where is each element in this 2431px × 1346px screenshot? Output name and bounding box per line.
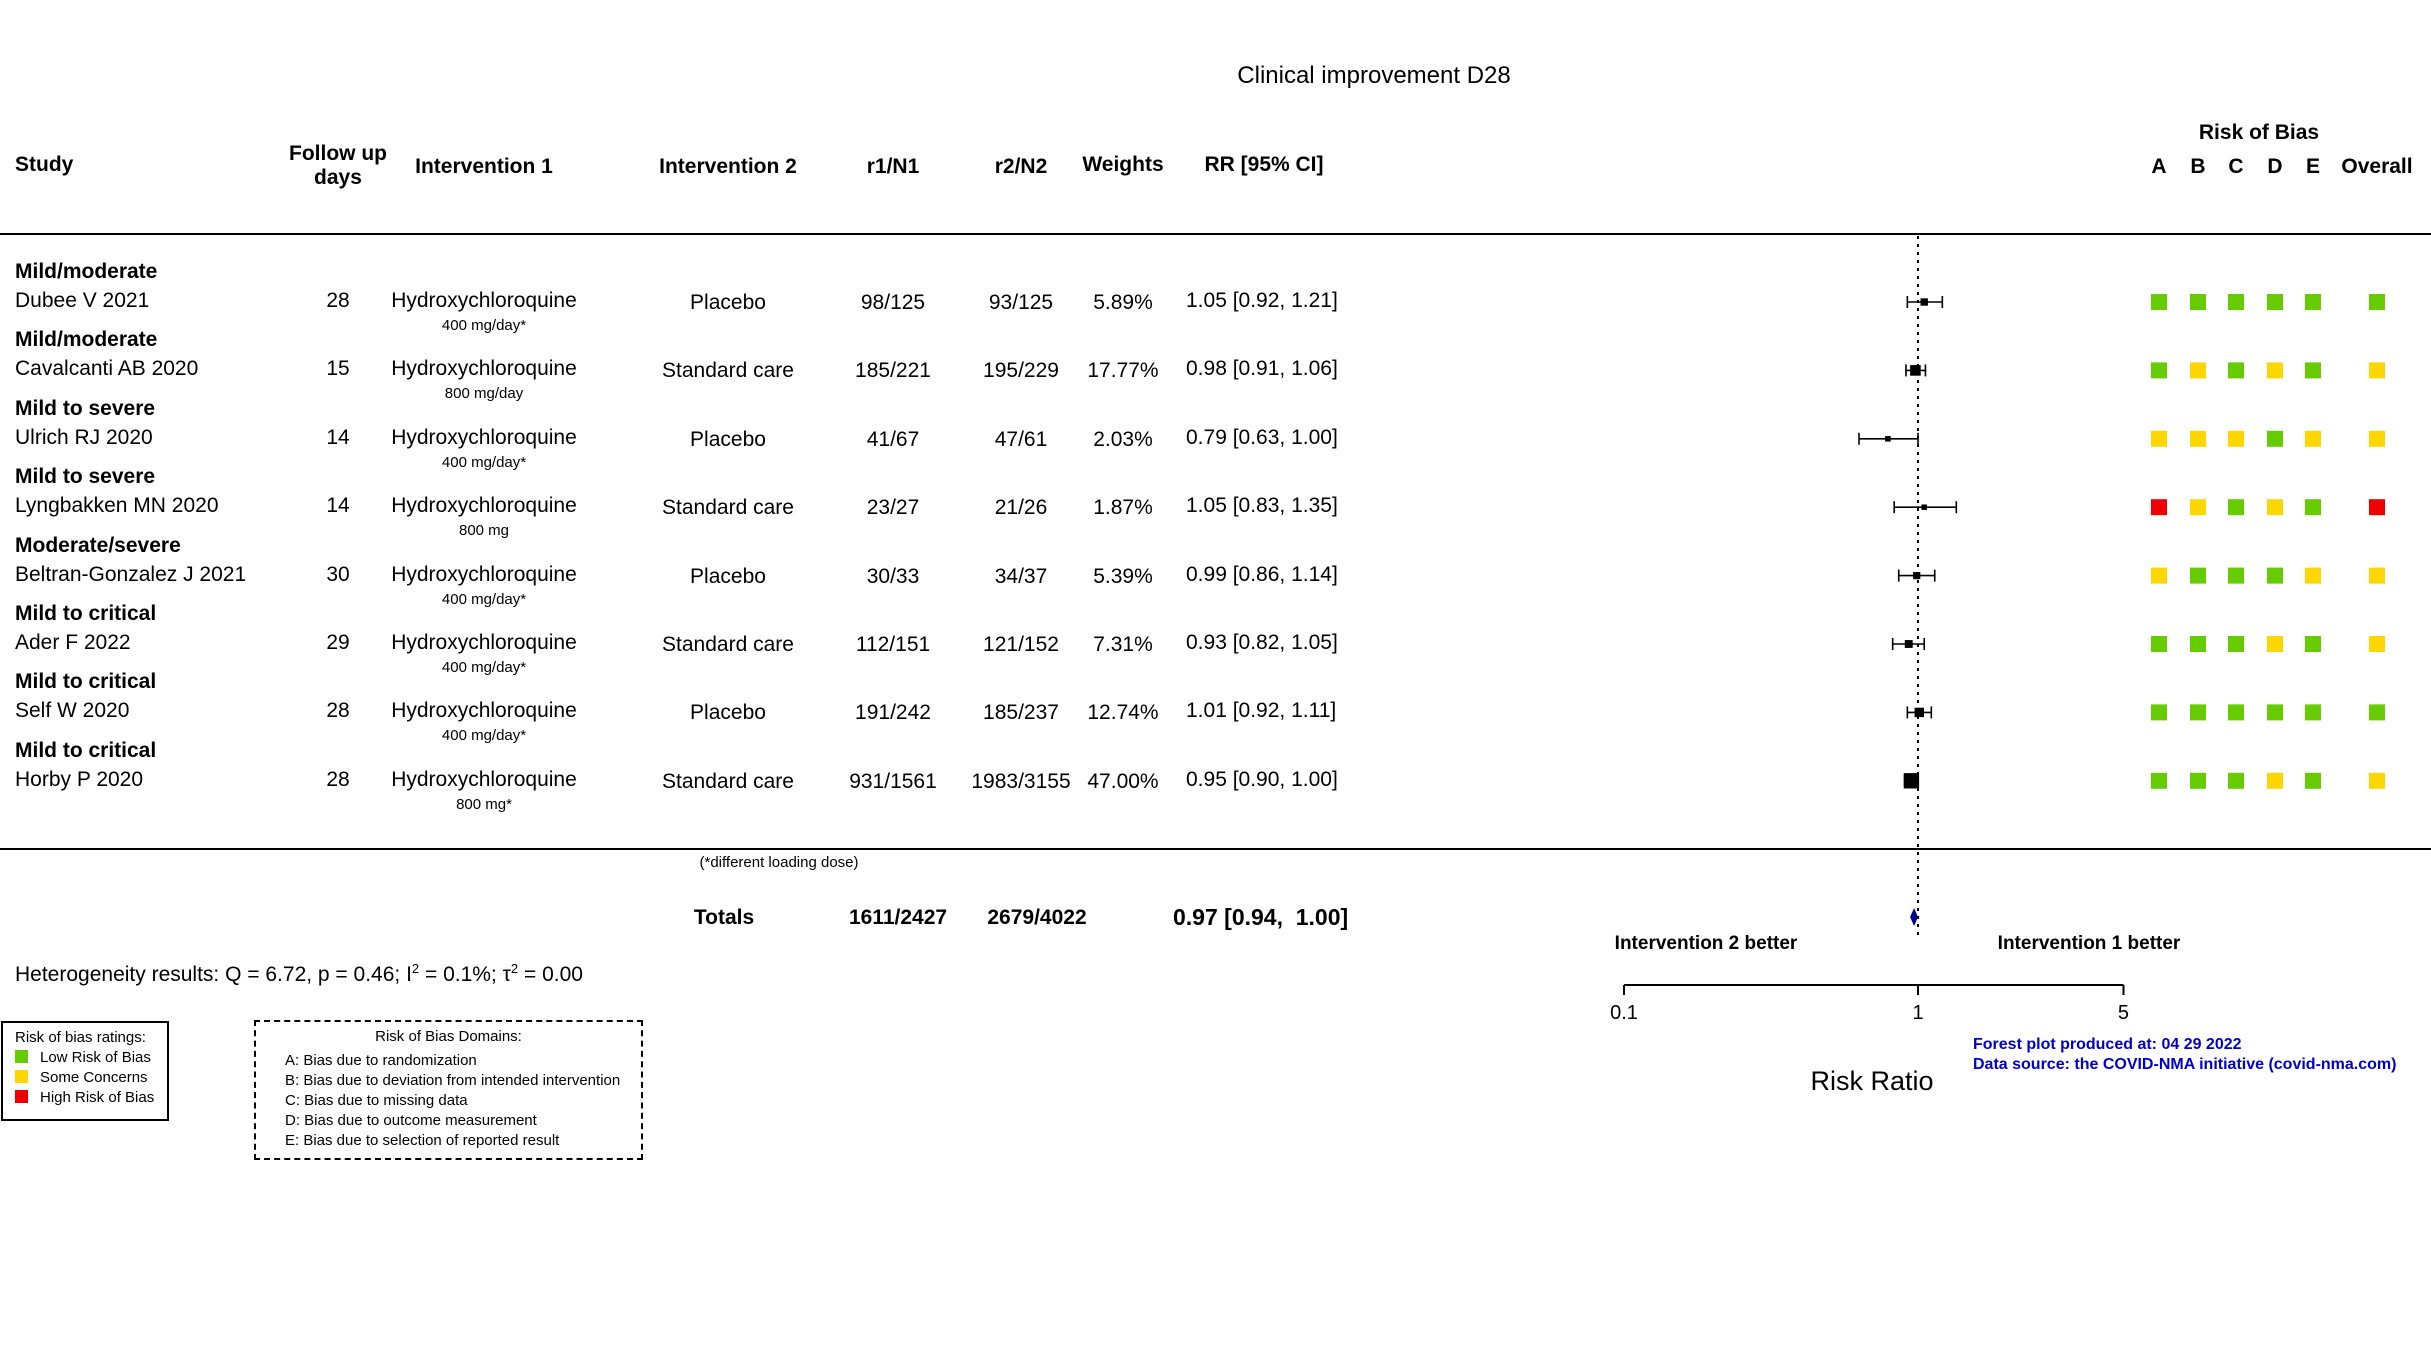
rob-square-a [2151, 568, 2167, 584]
rob-square-d [2267, 499, 2283, 515]
r1n1: 191/242 [855, 701, 931, 725]
subgroup-label: Mild to critical [15, 602, 157, 625]
header-rob-overall: Overall [2341, 155, 2413, 178]
rob-square-c [2228, 499, 2244, 515]
x-tick-label: 1 [1912, 1002, 1924, 1024]
header-follow-up [289, 142, 387, 190]
rob-square-b [2190, 773, 2206, 789]
follow-up-days: 28 [326, 767, 350, 791]
follow-up-days: 29 [326, 631, 350, 654]
header-follow-up-line2: days [314, 166, 362, 189]
x-tick-label: 5 [2117, 1002, 2130, 1024]
intervention2: Standard care [662, 496, 794, 520]
rob-square-overall [2369, 431, 2385, 447]
intervention1: Hydroxychloroquine [391, 357, 577, 381]
intervention2: Placebo [690, 427, 766, 451]
footnote: (*different loading dose) [699, 854, 859, 871]
legend-item-low [15, 1049, 151, 1066]
rr-ci-text: 0.95 [0.90, 1.00] [1186, 767, 1338, 791]
rob-square-e [2305, 704, 2321, 720]
rob-square-d [2267, 431, 2283, 447]
r1n1: 931/1561 [849, 769, 937, 793]
rob-square-e [2305, 362, 2321, 378]
domain-b: B: Bias due to deviation from intended intervention [285, 1072, 621, 1089]
legend-label-high: High Risk of Bias [40, 1089, 155, 1106]
rob-square-e [2305, 431, 2321, 447]
x-axis-title: Risk Ratio [1810, 1066, 1934, 1096]
r2n2: 1983/3155 [971, 769, 1071, 793]
legend-item-some [15, 1069, 148, 1086]
rob-square-a [2151, 362, 2167, 378]
rob-square-overall [2369, 294, 2385, 310]
r1n1: 30/33 [866, 564, 920, 588]
heterogeneity [15, 961, 583, 987]
rob-square-overall [2369, 568, 2385, 584]
subgroup-label: Mild to critical [15, 670, 157, 694]
rob-square-c [2228, 704, 2244, 720]
dose: 400 mg/day* [441, 317, 527, 334]
study-name: Beltran-Gonzalez J 2021 [15, 562, 247, 586]
rob-square-a [2151, 431, 2167, 447]
subgroup-label: Mild to critical [15, 738, 157, 762]
dose: 800 mg/day [444, 385, 524, 403]
intervention2: Placebo [690, 701, 766, 725]
dose: 800 mg [458, 522, 510, 540]
dose: 800 mg* [456, 795, 512, 813]
high-swatch [15, 1090, 28, 1103]
rob-ratings-legend [1, 1021, 169, 1121]
intervention1: Hydroxychloroquine [391, 767, 577, 791]
rob-square-c [2228, 773, 2244, 789]
totals-r2n2: 2679/4022 [987, 906, 1087, 929]
intervention2: Standard care [662, 633, 794, 656]
rob-square-overall [2369, 704, 2385, 720]
domain-c: C: Bias due to missing data [285, 1092, 468, 1109]
follow-up-days: 30 [326, 562, 350, 586]
r2n2: 195/229 [983, 359, 1059, 383]
dose: 400 mg/day* [441, 727, 527, 745]
rob-square-a [2151, 294, 2167, 310]
r2n2: 34/37 [994, 564, 1048, 588]
domain-e: E: Bias due to selection of reported result [285, 1132, 560, 1149]
intervention2: Placebo [690, 564, 766, 588]
r1n1: 185/221 [855, 359, 931, 383]
header-rob-title: Risk of Bias [2198, 121, 2320, 144]
credits-source: Data source: the COVID-NMA initiative (covid-nma.com) [1973, 1056, 2397, 1073]
intervention1: Hydroxychloroquine [391, 494, 577, 518]
rob-square-overall [2369, 499, 2385, 515]
rob-square-c [2228, 636, 2244, 652]
domain-d: D: Bias due to outcome measurement [285, 1112, 537, 1129]
dose: 400 mg/day* [441, 659, 527, 676]
point-estimate [1904, 773, 1919, 788]
rob-square-c [2228, 431, 2244, 447]
rr-ci-text: 0.79 [0.63, 1.00] [1186, 425, 1338, 449]
credits-produced: Forest plot produced at: 04 29 2022 [1973, 1036, 2242, 1053]
rob-square-e [2305, 568, 2321, 584]
study-name: Horby P 2020 [15, 767, 144, 791]
intervention1: Hydroxychloroquine [391, 631, 577, 654]
heterogeneity-mid: = 0.1%; τ [419, 963, 511, 986]
rr-ci-text: 0.98 [0.91, 1.06] [1186, 357, 1338, 381]
r1n1: 98/125 [860, 291, 926, 314]
rob-square-b [2190, 499, 2206, 515]
subgroup-label: Moderate/severe [15, 533, 181, 557]
legend-label-low: Low Risk of Bias [40, 1049, 151, 1066]
rob-square-c [2228, 362, 2244, 378]
r2n2: 21/26 [994, 496, 1048, 520]
header-r2n2: r2/N2 [994, 155, 1048, 178]
rob-domains-legend [254, 1020, 643, 1160]
r2n2: 121/152 [983, 633, 1059, 656]
rob-square-a [2151, 773, 2167, 789]
rob-square-d [2267, 362, 2283, 378]
rob-square-d [2267, 294, 2283, 310]
dose: 400 mg/day* [441, 590, 527, 608]
study-name: Cavalcanti AB 2020 [15, 357, 199, 381]
rr-ci-text: 1.05 [0.92, 1.21] [1186, 289, 1338, 312]
subgroup-label: Mild to severe [15, 465, 156, 489]
header-intervention2: Intervention 2 [659, 155, 797, 178]
point-estimate [1905, 640, 1913, 648]
footer-rule [0, 848, 2431, 850]
study-name: Ulrich RJ 2020 [15, 425, 153, 449]
low-swatch [15, 1050, 28, 1063]
rr-ci-text: 0.93 [0.82, 1.05] [1186, 631, 1338, 654]
point-estimate [1910, 365, 1921, 376]
rob-square-b [2190, 294, 2206, 310]
rob-ratings-title: Risk of bias ratings: [15, 1029, 146, 1046]
intervention1: Hydroxychloroquine [391, 289, 577, 312]
r1n1: 112/151 [855, 633, 931, 656]
rr-ci-text: 1.01 [0.92, 1.11] [1186, 699, 1337, 723]
totals-rr: 0.97 [0.94, 1.00] [1173, 904, 1349, 930]
study-name: Lyngbakken MN 2020 [15, 494, 219, 518]
r2n2: 185/237 [983, 701, 1059, 725]
header-weights: Weights [1082, 153, 1164, 176]
weight: 2.03% [1093, 427, 1153, 451]
totals-label: Totals [693, 906, 755, 929]
rob-square-e [2305, 773, 2321, 789]
point-estimate [1921, 504, 1926, 509]
r1n1: 41/67 [866, 427, 920, 451]
totals-r1n1: 1611/2427 [848, 906, 948, 929]
subgroup-label: Mild/moderate [15, 328, 158, 352]
weight: 12.74% [1087, 701, 1159, 725]
subgroup-label: Mild to severe [15, 396, 156, 420]
rob-domains-title: Risk of Bias Domains: [375, 1028, 522, 1045]
tau-superscript: 2 [510, 961, 519, 976]
header-rob-a: A [2151, 155, 2167, 178]
rr-ci-text: 1.05 [0.83, 1.35] [1186, 494, 1338, 518]
weight: 1.87% [1093, 496, 1153, 520]
i2-superscript: 2 [411, 961, 420, 976]
r1n1: 23/27 [866, 496, 920, 520]
rob-square-b [2190, 362, 2206, 378]
rr-ci-text: 0.99 [0.86, 1.14] [1186, 562, 1338, 586]
intervention1: Hydroxychloroquine [391, 562, 577, 586]
header-rob-c: C [2228, 155, 2244, 178]
r2n2: 93/125 [988, 291, 1054, 314]
header-r1n1: r1/N1 [866, 155, 920, 178]
intervention1: Hydroxychloroquine [391, 699, 577, 723]
rob-square-c [2228, 294, 2244, 310]
rob-square-d [2267, 704, 2283, 720]
study-name: Dubee V 2021 [15, 289, 150, 312]
intervention2: Standard care [662, 769, 794, 793]
some-swatch [15, 1070, 28, 1083]
rob-square-overall [2369, 636, 2385, 652]
rob-square-a [2151, 636, 2167, 652]
subgroup-label: Mild/moderate [15, 260, 158, 283]
header-follow-up-line1: Follow up [289, 142, 387, 165]
header-rule [0, 233, 2431, 235]
header-rr: RR [95% CI] [1204, 153, 1324, 176]
intervention2: Standard care [662, 359, 794, 383]
rob-square-d [2267, 773, 2283, 789]
summary-diamond [1910, 908, 1918, 926]
rob-square-b [2190, 568, 2206, 584]
point-estimate [1921, 298, 1928, 305]
rob-square-a [2151, 704, 2167, 720]
intervention1: Hydroxychloroquine [391, 425, 577, 449]
rob-square-e [2305, 294, 2321, 310]
point-estimate [1913, 572, 1920, 579]
chart-title: Clinical improvement D28 [1237, 62, 1511, 89]
header-rob-d: D [2267, 155, 2283, 178]
point-estimate [1915, 708, 1924, 717]
heterogeneity-suffix: = 0.00 [518, 963, 583, 986]
weight: 5.89% [1093, 291, 1153, 314]
rob-square-b [2190, 704, 2206, 720]
legend-item-high [15, 1089, 154, 1106]
x-tick-label: 0.1 [1610, 1002, 1638, 1024]
dose: 400 mg/day* [441, 453, 527, 471]
follow-up-days: 15 [326, 357, 350, 381]
rob-square-e [2305, 499, 2321, 515]
follow-up-days: 28 [326, 289, 350, 312]
study-name: Self W 2020 [15, 699, 130, 723]
rob-square-overall [2369, 362, 2385, 378]
follow-up-days: 14 [326, 425, 350, 449]
header-rob-b: B [2190, 155, 2206, 178]
header-study: Study [15, 153, 74, 176]
rob-square-c [2228, 568, 2244, 584]
weight: 5.39% [1093, 564, 1153, 588]
intervention2: Placebo [690, 291, 766, 314]
follow-up-days: 14 [326, 494, 350, 518]
study-name: Ader F 2022 [15, 631, 131, 654]
rob-square-overall [2369, 773, 2385, 789]
legend-label-some: Some Concerns [40, 1069, 148, 1086]
rob-square-a [2151, 499, 2167, 515]
axis-label-right: Intervention 1 better [1997, 933, 2181, 954]
rob-square-d [2267, 636, 2283, 652]
header-intervention1: Intervention 1 [415, 155, 553, 178]
domain-a: A: Bias due to randomization [285, 1052, 477, 1069]
follow-up-days: 28 [326, 699, 350, 723]
weight: 47.00% [1087, 769, 1159, 793]
rob-square-d [2267, 568, 2283, 584]
header-rob-e: E [2305, 155, 2321, 178]
rob-square-b [2190, 636, 2206, 652]
axis-label-left: Intervention 2 better [1614, 933, 1798, 954]
rob-square-e [2305, 636, 2321, 652]
heterogeneity-prefix: Heterogeneity results: Q = 6.72, p = 0.46; I [15, 963, 412, 986]
rob-square-b [2190, 431, 2206, 447]
weight: 7.31% [1093, 633, 1153, 656]
r2n2: 47/61 [994, 427, 1048, 451]
point-estimate [1885, 436, 1891, 442]
weight: 17.77% [1087, 359, 1159, 383]
